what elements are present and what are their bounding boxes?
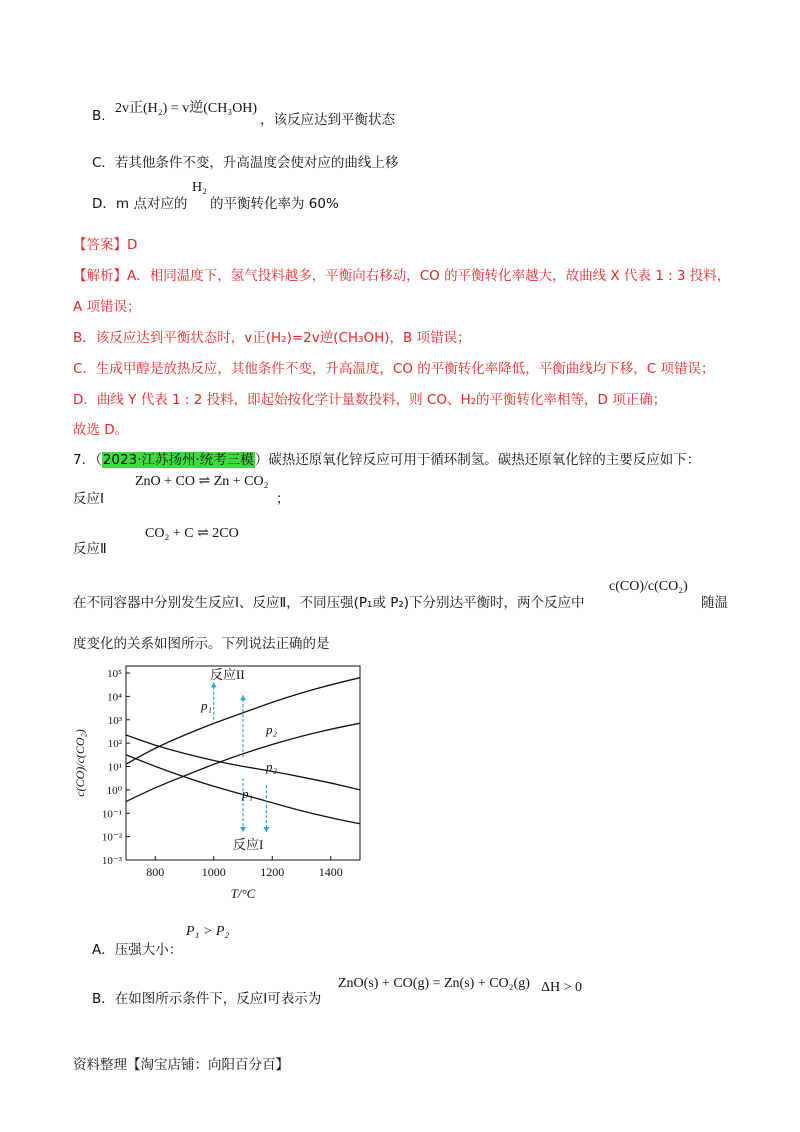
analysis-line-3: B．该反应达到平衡状态时，v正(H₂)=2v逆(CH₃OH)，B 项错误；: [73, 330, 471, 346]
option-a-formula: P₁ > P₂: [186, 924, 230, 939]
analysis-line-4: C．生成甲醇是放热反应，其他条件不变，升高温度，CO 的平衡转化率降低，平衡曲线均下移，C 项错误；: [73, 361, 715, 377]
question-7-text-1: 在不同容器中分别发生反应Ⅰ、反应Ⅱ，不同压强(P₁或 P₂)下分别达平衡时，两个反应中: [73, 595, 585, 611]
option-d-formula: H₂: [192, 180, 207, 195]
y-tick-label: 10⁻³: [101, 855, 122, 867]
reaction-1-equation: ZnO + CO ⇌ Zn + CO₂: [135, 474, 269, 489]
y-tick-label: 10⁰: [106, 784, 122, 797]
reaction-2-label: 反应Ⅱ: [73, 541, 107, 557]
answer: 【答案】D: [73, 237, 138, 253]
option-b2-formula: ZnO(s) + CO(g) = Zn(s) + CO₂(g): [338, 976, 530, 991]
option-c-text: C．若其他条件不变，升高温度会使对应的曲线上移: [92, 155, 399, 171]
p2-label-reaction-ii: p₂: [266, 722, 278, 737]
x-tick-label: 1200: [260, 865, 285, 879]
x-axis-label: T/°C: [230, 886, 256, 901]
question-source-badge: 2023·江苏扬州·统考三模: [102, 452, 254, 468]
reaction-1-end: ；: [276, 491, 290, 507]
option-d-suffix: 的平衡转化率为 60%: [210, 196, 339, 212]
y-axis-label: c(CO)/c(CO₂): [73, 729, 87, 797]
option-b2-text: B．在如图所示条件下，反应Ⅰ可表示为: [92, 991, 322, 1007]
question-7-text-1-end: 随温: [701, 595, 728, 611]
analysis-line-6: 故选 D。: [73, 422, 129, 438]
option-d-prefix: D．m 点对应的: [92, 196, 188, 212]
y-tick-label: 10³: [107, 714, 122, 727]
p2-label-reaction-i: p₂: [266, 759, 278, 774]
x-tick-label: 800: [146, 865, 165, 879]
y-tick-label: 10¹: [107, 761, 122, 774]
y-tick-label: 10²: [107, 738, 122, 751]
trend-arrowhead: [240, 695, 246, 700]
series-line-2: [126, 735, 360, 790]
p1-label-reaction-i: p₁: [242, 786, 254, 801]
option-b-label: B.: [92, 108, 106, 124]
option-b2-delta-h: ΔH > 0: [541, 980, 583, 995]
y-tick-label: 10⁵: [107, 668, 122, 681]
question-7-text-2: 度变化的关系如图所示。下列说法正确的是: [73, 636, 330, 652]
reaction-ii-label: 反应II: [210, 667, 245, 682]
reaction-i-label: 反应I: [233, 837, 264, 852]
y-tick-label: 10⁻¹: [101, 808, 122, 821]
question-7-stem: [73, 448, 700, 468]
ratio-temperature-chart: [70, 660, 370, 905]
ratio-formula: c(CO)/c(CO₂): [609, 579, 688, 594]
analysis-line-2: A 项错误；: [73, 299, 141, 315]
footer-text: 资料整理【淘宝店铺：向阳百分百】: [73, 1057, 289, 1073]
trend-arrowhead: [240, 827, 246, 832]
analysis-line-5: D．曲线 Y 代表 1 : 2 投料，即起始按化学计量数投料，则 CO、H₂的平衡转化率相等，D 项正确；: [73, 392, 667, 408]
option-b-text: ，该反应达到平衡状态: [260, 112, 395, 128]
x-tick-label: 1400: [318, 865, 343, 879]
question-stem-text: ）碳热还原氧化锌反应可用于循环制氢。碳热还原氧化锌的主要反应如下：: [254, 452, 701, 468]
analysis-line-1: 【解析】A．相同温度下，氢气投料越多，平衡向右移动，CO 的平衡转化率越大，故曲线 X 代表 1 : 3 投料，: [73, 268, 731, 284]
option-a-text: A．压强大小：: [92, 942, 183, 958]
option-b-formula: 2v正(H₂) = v逆(CH₃OH): [115, 101, 258, 116]
p1-label-reaction-ii: p₁: [201, 698, 213, 713]
trend-arrowhead: [263, 827, 269, 832]
y-tick-label: 10⁻²: [101, 831, 122, 844]
question-number: 7．（: [73, 452, 102, 468]
trend-arrowhead: [211, 682, 217, 687]
x-tick-label: 1000: [201, 865, 226, 879]
reaction-1-label: 反应Ⅰ: [73, 491, 104, 507]
reaction-2-equation: CO₂ + C ⇌ 2CO: [145, 526, 239, 541]
y-tick-label: 10⁴: [107, 691, 122, 704]
